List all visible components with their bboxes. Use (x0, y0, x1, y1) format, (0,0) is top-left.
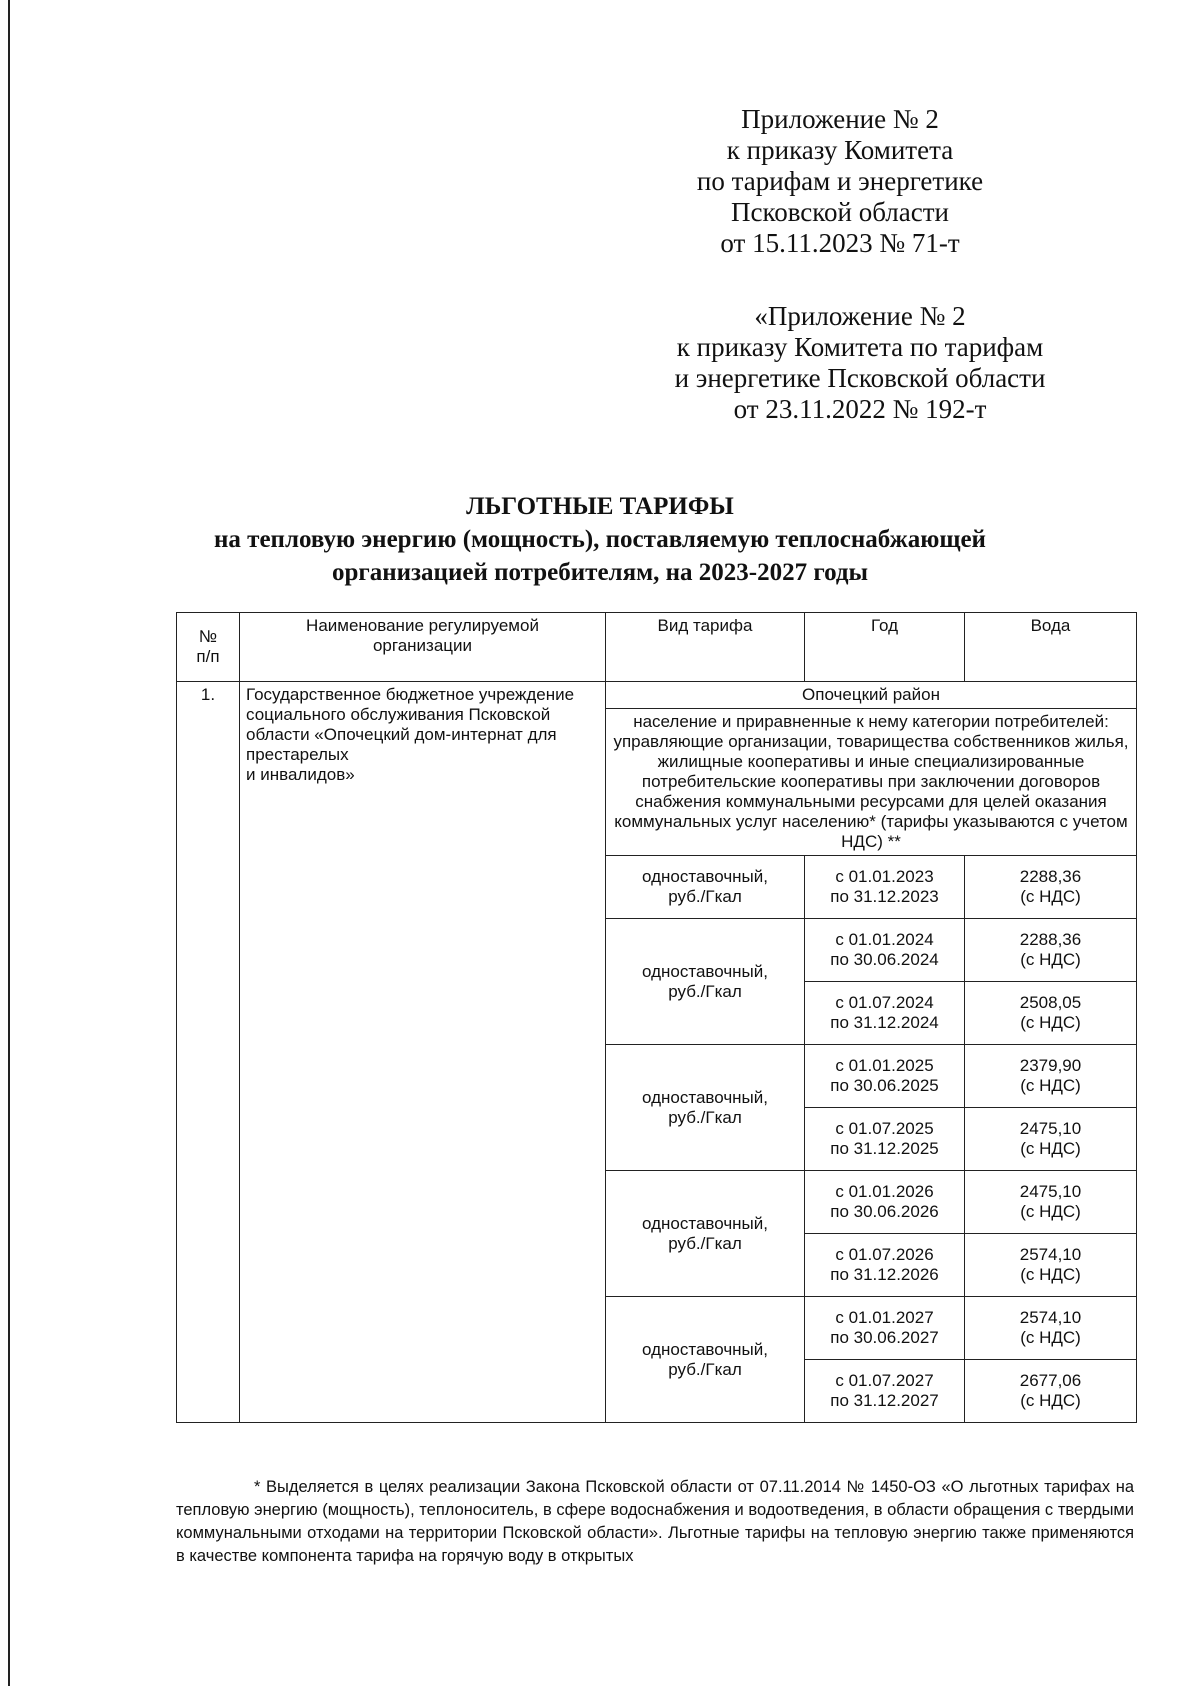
title-line-1: ЛЬГОТНЫЕ ТАРИФЫ (466, 493, 734, 520)
appendix-line: и энергетике Псковской области (674, 363, 1046, 393)
tariff-type-cell: одноставочный, руб./Гкал (606, 1297, 805, 1423)
period-cell: с 01.01.2025 по 30.06.2025 (805, 1045, 965, 1108)
appendix-line: по тарифам и энергетике (696, 166, 984, 196)
tariff-value-cell: 2379,90 (с НДС) (965, 1045, 1137, 1108)
table-row (177, 682, 1137, 709)
tariff-value-cell: 2475,10 (с НДС) (965, 1171, 1137, 1234)
district-name: Опочецкий район (606, 682, 1137, 709)
title-line-2: на тепловую энергию (мощность), поставляемую теплоснабжающей (214, 526, 986, 553)
period-cell: с 01.01.2026 по 30.06.2026 (805, 1171, 965, 1234)
tariff-type-cell: одноставочный, руб./Гкал (606, 1045, 805, 1171)
period-cell: с 01.07.2027 по 31.12.2027 (805, 1360, 965, 1423)
period-cell: с 01.07.2026 по 31.12.2026 (805, 1234, 965, 1297)
header-num: № п/п (177, 613, 240, 682)
page-left-edge (8, 0, 10, 1686)
period-cell: с 01.07.2025 по 31.12.2025 (805, 1108, 965, 1171)
tariff-type-cell: одноставочный, руб./Гкал (606, 919, 805, 1045)
period-cell: с 01.01.2024 по 30.06.2024 (805, 919, 965, 982)
appendix-header-current (690, 104, 990, 259)
header-year: Год (805, 613, 965, 682)
period-cell: с 01.07.2024 по 31.12.2024 (805, 982, 965, 1045)
appendix-line: к приказу Комитета по тарифам (676, 332, 1044, 362)
document-title (150, 490, 1050, 589)
table-header-row (177, 613, 1137, 682)
appendix-line: к приказу Комитета (726, 135, 954, 165)
tariff-value-cell: 2288,36 (с НДС) (965, 856, 1137, 919)
header-water: Вода (965, 613, 1137, 682)
consumer-category: население и приравненные к нему категории потребителей: управляющие организации, товарищества собственников жилья, жилищные кооперативы и иные специализированные потребительские кооперативы при заключении договоров снабжения коммунальными ресурсами для целей оказания коммунальных услуг населению* (тарифы указываются с учетом НДС) ** (606, 709, 1137, 856)
appendix-line: Псковской области (730, 197, 949, 227)
row-number: 1. (177, 682, 240, 1423)
organization-name: Государственное бюджетное учреждение социального обслуживания Псковской области «Опочецкий дом-интернат для престарелых и инвалидов» (240, 682, 606, 1423)
period-cell: с 01.01.2027 по 30.06.2027 (805, 1297, 965, 1360)
header-tariff-type: Вид тарифа (606, 613, 805, 682)
appendix-header-original (660, 301, 1060, 425)
tariff-value-cell: 2475,10 (с НДС) (965, 1108, 1137, 1171)
tariff-type-cell: одноставочный, руб./Гкал (606, 856, 805, 919)
appendix-line: от 23.11.2022 № 192-т (733, 394, 987, 424)
appendix-line: от 15.11.2023 № 71-т (720, 228, 960, 258)
header-organization: Наименование регулируемой организации (240, 613, 606, 682)
footnote-text: * Выделяется в целях реализации Закона Псковской области от 07.11.2014 № 1450-ОЗ «О льготных тарифах на тепловую энергию (мощность), теплоноситель, в сфере водоснабжения и водоотведения, в области обращения с твердыми коммунальными отходами на территории Псковской области». Льготные тарифы на тепловую энергию также применяются в качестве компонента тарифа на горячую воду в открытых (176, 1478, 1134, 1565)
appendix-line: Приложение № 2 (741, 104, 939, 134)
tariff-value-cell: 2574,10 (с НДС) (965, 1297, 1137, 1360)
period-cell: с 01.01.2023 по 31.12.2023 (805, 856, 965, 919)
tariff-value-cell: 2508,05 (с НДС) (965, 982, 1137, 1045)
tariff-value-cell: 2574,10 (с НДС) (965, 1234, 1137, 1297)
tariff-type-cell: одноставочный, руб./Гкал (606, 1171, 805, 1297)
tariff-value-cell: 2288,36 (с НДС) (965, 919, 1137, 982)
title-line-3: организацией потребителям, на 2023-2027 годы (331, 559, 869, 586)
appendix-line: «Приложение № 2 (754, 301, 966, 331)
tariff-value-cell: 2677,06 (с НДС) (965, 1360, 1137, 1423)
tariff-table (176, 612, 1137, 1423)
